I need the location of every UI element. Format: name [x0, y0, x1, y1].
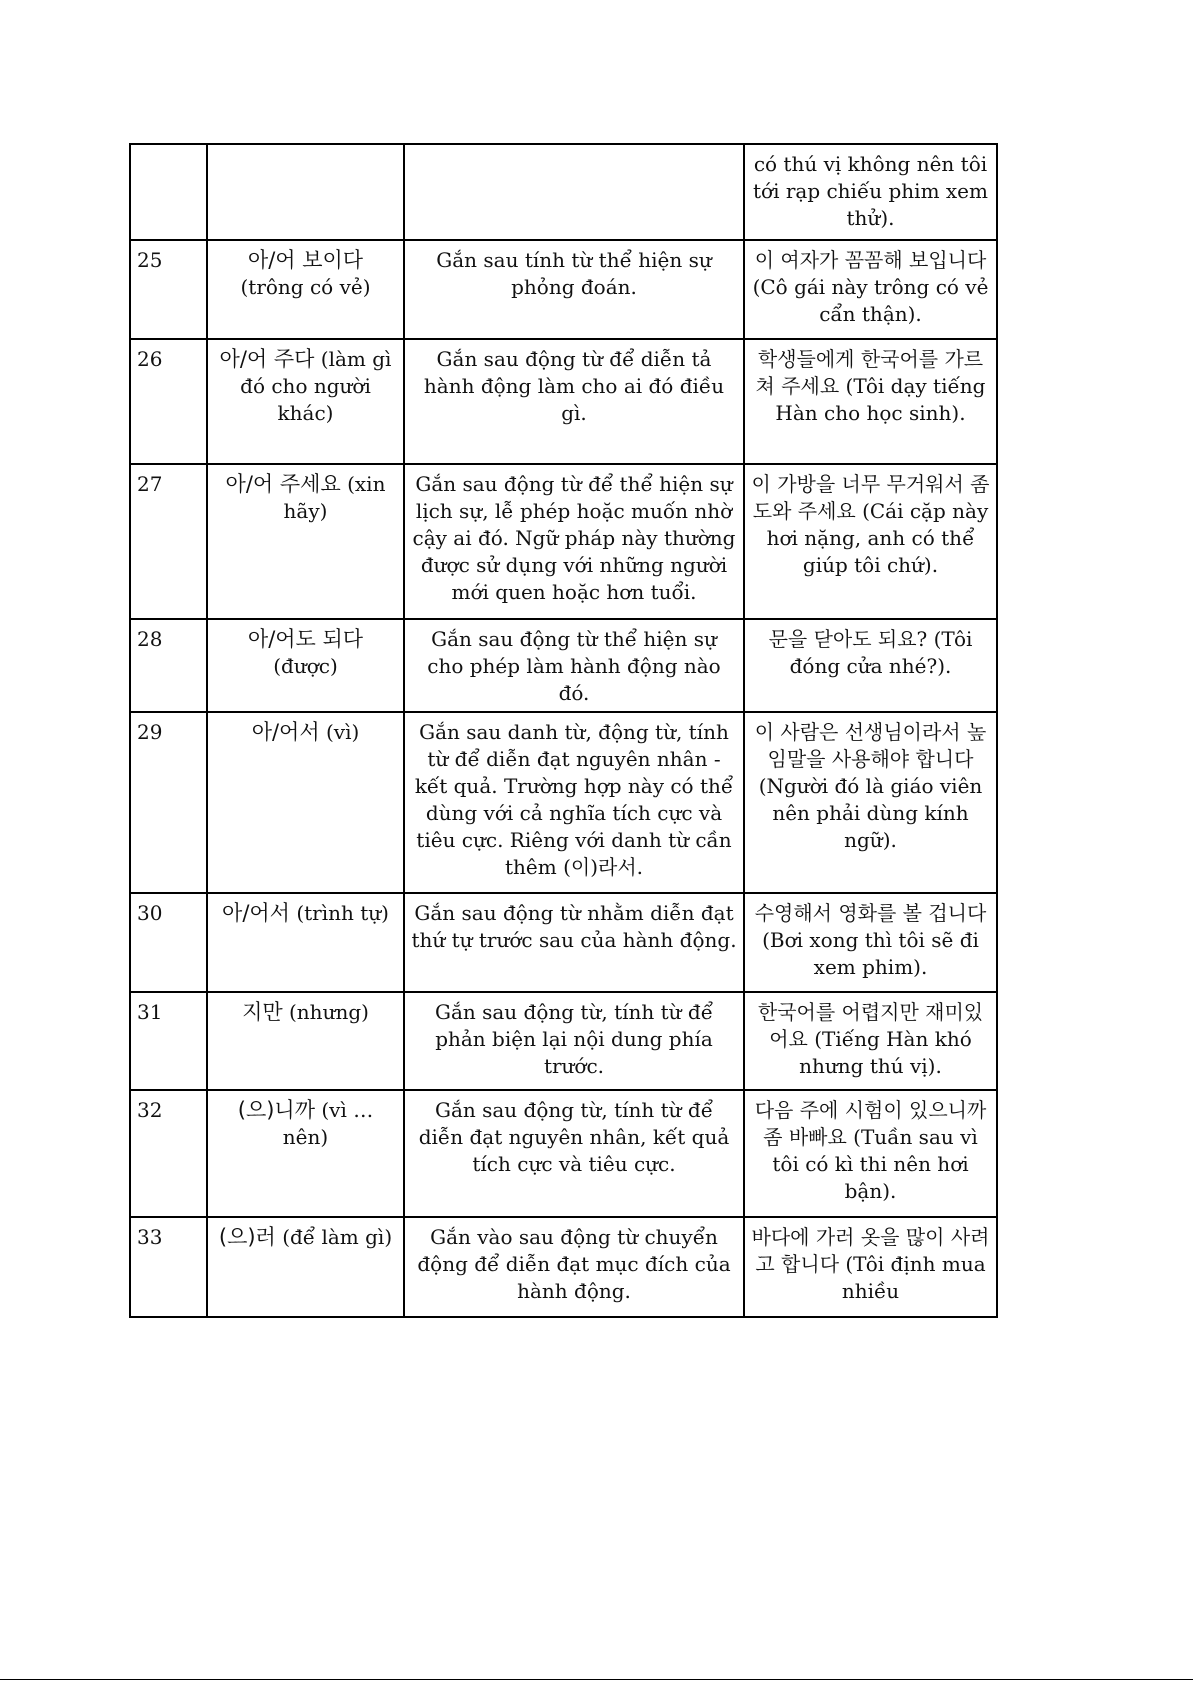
grammar-pattern: 아/어 보이다 [247, 248, 364, 272]
grammar-cell [207, 712, 404, 893]
table-row [130, 1217, 997, 1317]
row-number: 32 [130, 1090, 207, 1217]
grammar-cell [207, 144, 404, 240]
row-number: 29 [130, 712, 207, 893]
row-number: 26 [130, 339, 207, 464]
page-bottom-rule [0, 1679, 1193, 1680]
table-row [130, 144, 997, 240]
grammar-pattern: (으)니까 [237, 1098, 316, 1122]
example-cell: 다음 주에 시험이 있으니까 좀 바빠요 (Tuần sau vì tôi có kì thi nên hơi bận). [744, 1090, 997, 1217]
grammar-cell [207, 1090, 404, 1217]
description-cell: Gắn vào sau động từ chuyển động để diễn đạt mục đích của hành động. [404, 1217, 744, 1317]
table-row [130, 464, 997, 619]
example-cell: 학생들에게 한국어를 가르쳐 주세요 (Tôi dạy tiếng Hàn cho học sinh). [744, 339, 997, 464]
grammar-pattern: 아/어서 [251, 720, 320, 744]
description-cell: Gắn sau động từ nhằm diễn đạt thứ tự trước sau của hành động. [404, 893, 744, 992]
row-number [130, 144, 207, 240]
example-cell: 이 가방을 너무 무거워서 좀 도와 주세요 (Cái cặp này hơi nặng, anh có thể giúp tôi chứ). [744, 464, 997, 619]
table-row [130, 1090, 997, 1217]
row-number: 31 [130, 992, 207, 1090]
row-number: 30 [130, 893, 207, 992]
grammar-cell [207, 1217, 404, 1317]
grammar-pattern: 아/어 주세요 [225, 472, 341, 496]
grammar-cell [207, 339, 404, 464]
table-row [130, 893, 997, 992]
grammar-meaning: (trình tự) [296, 901, 389, 925]
grammar-meaning: (vì) [325, 720, 360, 744]
grammar-pattern: 아/어서 [222, 901, 290, 925]
table-row [130, 712, 997, 893]
example-cell: 이 여자가 꼼꼼해 보입니다 (Cô gái này trông có vẻ cẩn thận). [744, 240, 997, 339]
grammar-table [129, 143, 998, 1318]
grammar-cell [207, 992, 404, 1090]
description-cell: Gắn sau động từ, tính từ để diễn đạt nguyên nhân, kết quả tích cực và tiêu cực. [404, 1090, 744, 1217]
description-cell: Gắn sau danh từ, động từ, tính từ để diễn đạt nguyên nhân - kết quả. Trường hợp này có thể dùng với cả nghĩa tích cực và tiêu cực. Riêng với danh từ cần thêm (이)라서. [404, 712, 744, 893]
example-cell: 문을 닫아도 되요? (Tôi đóng cửa nhé?). [744, 619, 997, 712]
example-cell: 이 사람은 선생님이라서 높임말을 사용해야 합니다 (Người đó là giáo viên nên phải dùng kính ngữ). [744, 712, 997, 893]
table-row [130, 619, 997, 712]
grammar-cell [207, 240, 404, 339]
grammar-meaning: (vì … nên) [282, 1098, 374, 1149]
description-cell: Gắn sau động từ để thể hiện sự lịch sự, lễ phép hoặc muốn nhờ cậy ai đó. Ngữ pháp này thường được sử dụng với những người mới quen hoặc hơn tuổi. [404, 464, 744, 619]
grammar-meaning: (để làm gì) [282, 1225, 393, 1249]
grammar-pattern: (으)러 [218, 1225, 276, 1249]
row-number: 28 [130, 619, 207, 712]
example-cell: 한국어를 어렵지만 재미있어요 (Tiếng Hàn khó nhưng thú vị). [744, 992, 997, 1090]
example-cell: 바다에 가러 옷을 많이 사려고 합니다 (Tôi định mua nhiều [744, 1217, 997, 1317]
description-cell: Gắn sau động từ để diễn tả hành động làm cho ai đó điều gì. [404, 339, 744, 464]
row-number: 27 [130, 464, 207, 619]
grammar-cell [207, 464, 404, 619]
description-cell: Gắn sau động từ, tính từ để phản biện lại nội dung phía trước. [404, 992, 744, 1090]
example-cell: có thú vị không nên tôi tới rạp chiếu phim xem thử). [744, 144, 997, 240]
grammar-pattern: 아/어 주다 [219, 347, 315, 371]
grammar-pattern: 아/어도 되다 [247, 627, 364, 651]
grammar-meaning: (xin hãy) [283, 472, 386, 523]
row-number: 33 [130, 1217, 207, 1317]
row-number: 25 [130, 240, 207, 339]
grammar-cell [207, 893, 404, 992]
description-cell: Gắn sau tính từ thể hiện sự phỏng đoán. [404, 240, 744, 339]
grammar-meaning: (trông có vẻ) [240, 275, 371, 299]
grammar-meaning: (nhưng) [289, 1000, 369, 1024]
description-cell: Gắn sau động từ thể hiện sự cho phép làm hành động nào đó. [404, 619, 744, 712]
grammar-cell [207, 619, 404, 712]
description-cell [404, 144, 744, 240]
grammar-meaning: (làm gì đó cho người khác) [240, 347, 392, 425]
table-row [130, 339, 997, 464]
table-row [130, 992, 997, 1090]
table-row [130, 240, 997, 339]
grammar-meaning: (được) [273, 654, 338, 678]
grammar-pattern: 지만 [242, 1000, 283, 1024]
example-cell: 수영해서 영화를 볼 겁니다 (Bơi xong thì tôi sẽ đi xem phim). [744, 893, 997, 992]
